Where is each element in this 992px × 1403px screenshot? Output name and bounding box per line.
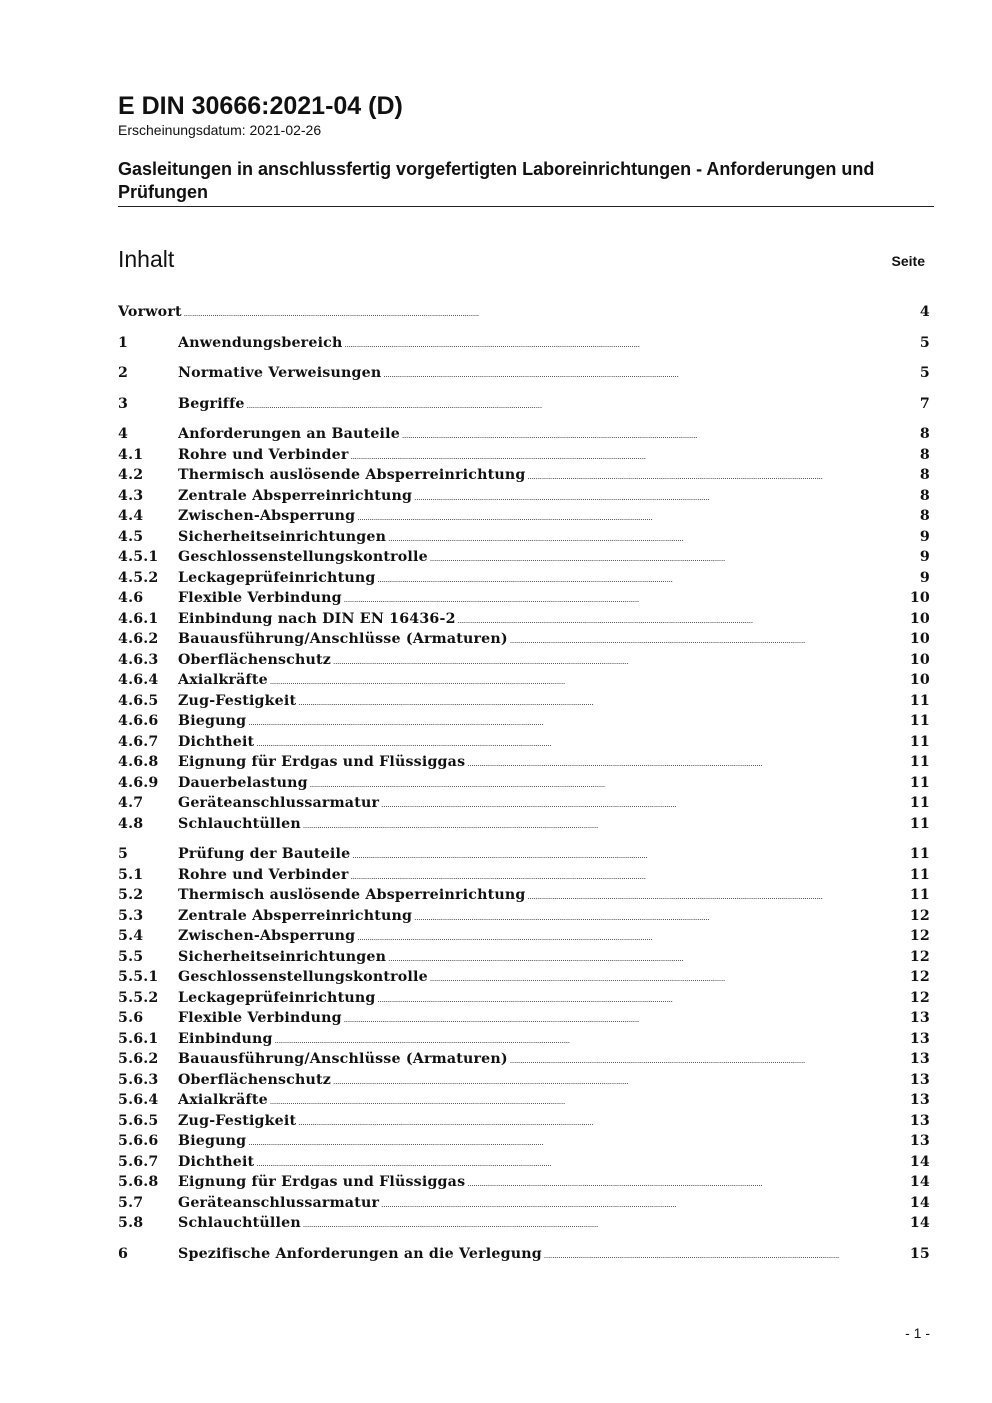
toc-entry-label: Sicherheitseinrichtungen . . . xyxy=(178,527,898,548)
toc-entry-number: 5.2 xyxy=(118,887,144,903)
toc-entry-label: Zug-Festigkeit . . . xyxy=(178,1111,898,1132)
toc-entry-number: 4.6.3 xyxy=(118,651,159,668)
toc-entry-number: 5.6.7 xyxy=(118,1153,159,1170)
toc-entry[interactable] xyxy=(118,711,930,732)
toc-entry-label: Prüfung der Bauteile . . . xyxy=(178,844,898,865)
toc-entry-number: 5.6.1 xyxy=(118,1030,159,1047)
toc-entry-number: 4.6.2 xyxy=(118,631,159,647)
toc-entry-label: Geräteanschlussarmatur . . . xyxy=(178,1193,898,1214)
toc-entry-label: Vorwort . . . xyxy=(118,302,898,323)
toc-page-column-label: Seite xyxy=(891,253,925,269)
toc-entry-number: 4.1 xyxy=(118,446,144,463)
toc-entry-number: 5.3 xyxy=(118,907,144,924)
toc-entry-label: Bauausführung/Anschlüsse (Armaturen) . . . xyxy=(178,629,898,650)
toc-entry-number: 4.5.2 xyxy=(118,569,159,586)
toc-entry-label: Geschlossenstellungskontrolle . . . xyxy=(178,547,898,568)
toc-entry-number: 5.8 xyxy=(118,1215,144,1231)
toc-entry-page: 15 xyxy=(908,1244,930,1265)
toc-entry-number: 4.2 xyxy=(118,467,144,483)
toc-entry-page: 11 xyxy=(908,773,930,794)
title-divider xyxy=(118,206,934,207)
toc-entry-page: 12 xyxy=(908,947,930,968)
toc-entry-page: 12 xyxy=(908,906,930,927)
toc-entry-label: Thermisch auslösende Absperreinrichtung . . . xyxy=(178,885,898,906)
toc-entry-label: Biegung . . . xyxy=(178,1131,898,1152)
toc-entry-page: 11 xyxy=(908,793,930,814)
toc-entry-page: 11 xyxy=(908,732,930,753)
toc-entry-label: Spezifische Anforderungen an die Verlegung . . . xyxy=(178,1244,898,1265)
toc-entry[interactable] xyxy=(118,988,930,1009)
toc-entry[interactable] xyxy=(118,1029,930,1050)
toc-entry[interactable] xyxy=(118,424,930,445)
toc-entry-page: 9 xyxy=(918,527,930,548)
toc-entry-page: 12 xyxy=(908,926,930,947)
toc-entry-label: Flexible Verbindung . . . xyxy=(178,588,898,609)
toc-entry-page: 14 xyxy=(908,1152,930,1173)
toc-entry-page: 11 xyxy=(908,865,930,886)
toc-entry-label: Thermisch auslösende Absperreinrichtung . . . xyxy=(178,465,898,486)
toc-entry-number: 5.6.6 xyxy=(118,1133,159,1149)
toc-entry[interactable] xyxy=(118,465,930,486)
toc-entry-page: 14 xyxy=(908,1213,930,1234)
toc-entry-number: 5.6.5 xyxy=(118,1112,159,1129)
toc-entry-label: Oberflächenschutz . . . xyxy=(178,650,898,671)
toc-entry-number: 4.5.1 xyxy=(118,549,159,565)
toc-entry-page: 13 xyxy=(908,1029,930,1050)
toc-entry-number: 4.4 xyxy=(118,508,144,524)
toc-entry-page: 10 xyxy=(908,670,930,691)
toc-entry-page: 13 xyxy=(908,1008,930,1029)
toc-entry[interactable] xyxy=(118,486,930,507)
toc-entry[interactable] xyxy=(118,773,930,794)
toc-entry-label: Schlauchtüllen . . . xyxy=(178,1213,898,1234)
toc-entry[interactable] xyxy=(118,1172,930,1193)
toc-entry-label: Sicherheitseinrichtungen . . . xyxy=(178,947,898,968)
toc-entry-label: Begriffe . . . xyxy=(178,394,898,415)
toc-entry-label: Leckageprüfeinrichtung . . . xyxy=(178,988,898,1009)
toc-entry[interactable] xyxy=(118,885,930,906)
toc-entry[interactable] xyxy=(118,527,930,548)
toc-entry-number: 4.6.8 xyxy=(118,754,159,770)
toc-entry[interactable] xyxy=(118,1152,930,1173)
toc-entry[interactable] xyxy=(118,967,930,988)
toc-entry[interactable] xyxy=(118,732,930,753)
toc-entry-page: 13 xyxy=(908,1131,930,1152)
toc-entry-number: 5.6.2 xyxy=(118,1051,159,1067)
toc-entry-label: Normative Verweisungen . . . xyxy=(178,363,898,384)
toc-entry-label: Einbindung . . . xyxy=(178,1029,898,1050)
toc-entry-label: Anwendungsbereich . . . xyxy=(178,333,898,354)
toc-entry-number: 6 xyxy=(118,1245,129,1262)
toc-entry-label: Biegung . . . xyxy=(178,711,898,732)
toc-entry-label: Rohre und Verbinder . . . xyxy=(178,865,898,886)
toc-entry[interactable] xyxy=(118,629,930,650)
toc-entry-number: 5 xyxy=(118,846,129,862)
toc-entry-label: Geschlossenstellungskontrolle . . . xyxy=(178,967,898,988)
toc-entry[interactable] xyxy=(118,844,930,865)
toc-entry-number: 3 xyxy=(118,395,129,412)
toc-entry-page: 10 xyxy=(908,588,930,609)
toc-entry-number: 5.1 xyxy=(118,866,144,883)
toc-entry[interactable] xyxy=(118,1244,930,1265)
toc-entry[interactable] xyxy=(118,1193,930,1214)
toc-entry[interactable] xyxy=(118,1070,930,1091)
toc-entry-page: 13 xyxy=(908,1049,930,1070)
toc-entry-page: 13 xyxy=(908,1111,930,1132)
toc-entry-label: Oberflächenschutz . . . xyxy=(178,1070,898,1091)
publication-date: Erscheinungsdatum: 2021-02-26 xyxy=(118,122,322,138)
toc-entry-page: 10 xyxy=(908,609,930,630)
toc-entry[interactable] xyxy=(118,445,930,466)
toc-entry-number: 5.5.1 xyxy=(118,969,159,985)
toc-entry-page: 11 xyxy=(908,691,930,712)
toc-entry-number: 4.8 xyxy=(118,815,144,832)
table-of-contents xyxy=(118,302,930,1264)
document-title: Gasleitungen in anschlussfertig vorgefertigten Laboreinrichtungen - Anforderungen und Prüfungen xyxy=(118,159,875,202)
toc-entry[interactable] xyxy=(118,670,930,691)
toc-entry-page: 13 xyxy=(908,1090,930,1111)
toc-entry-label: Anforderungen an Bauteile . . . xyxy=(178,424,898,445)
toc-entry-label: Dichtheit . . . xyxy=(178,1152,898,1173)
toc-entry-number: 5.6.8 xyxy=(118,1174,159,1190)
toc-entry-number: 4.5 xyxy=(118,528,144,545)
toc-heading: Inhalt xyxy=(118,246,175,272)
toc-entry-page: 8 xyxy=(918,445,930,466)
toc-entry-number: 4.6.9 xyxy=(118,774,159,791)
toc-entry[interactable] xyxy=(118,394,930,415)
toc-entry-page: 11 xyxy=(908,711,930,732)
toc-entry[interactable] xyxy=(118,506,930,527)
toc-entry-page: 12 xyxy=(908,967,930,988)
toc-entry-number: 5.6.3 xyxy=(118,1071,159,1088)
toc-entry-label: Flexible Verbindung . . . xyxy=(178,1008,898,1029)
toc-entry-label: Zug-Festigkeit . . . xyxy=(178,691,898,712)
toc-entry-label: Eignung für Erdgas und Flüssiggas . . . xyxy=(178,752,898,773)
toc-entry-number: 5.7 xyxy=(118,1194,144,1211)
toc-entry[interactable] xyxy=(118,865,930,886)
toc-entry-label: Dichtheit . . . xyxy=(178,732,898,753)
toc-entry-number: 4.3 xyxy=(118,487,144,504)
toc-entry[interactable] xyxy=(118,1090,930,1111)
toc-entry[interactable] xyxy=(118,691,930,712)
toc-entry-page: 11 xyxy=(908,885,930,906)
toc-entry-number: 1 xyxy=(118,334,129,351)
toc-entry-label: Rohre und Verbinder . . . xyxy=(178,445,898,466)
toc-entry[interactable] xyxy=(118,363,930,384)
toc-entry[interactable] xyxy=(118,814,930,835)
toc-entry-page: 14 xyxy=(908,1193,930,1214)
toc-entry[interactable] xyxy=(118,906,930,927)
toc-entry[interactable] xyxy=(118,547,930,568)
toc-entry-number: 4 xyxy=(118,426,129,442)
toc-entry-label: Axialkräfte . . . xyxy=(178,670,898,691)
toc-entry-label: Dauerbelastung . . . xyxy=(178,773,898,794)
toc-entry-number: 4.6.6 xyxy=(118,713,159,729)
toc-entry-number: 5.4 xyxy=(118,928,144,944)
toc-entry-page: 14 xyxy=(908,1172,930,1193)
toc-entry[interactable] xyxy=(118,333,930,354)
toc-entry-page: 9 xyxy=(918,547,930,568)
toc-entry-page: 8 xyxy=(918,506,930,527)
toc-entry-label: Schlauchtüllen . . . xyxy=(178,814,898,835)
toc-entry-page: 8 xyxy=(918,486,930,507)
toc-entry-page: 8 xyxy=(918,465,930,486)
toc-entry-page: 13 xyxy=(908,1070,930,1091)
toc-entry[interactable] xyxy=(118,1213,930,1234)
toc-entry-page: 9 xyxy=(918,568,930,589)
page-number: - 1 - xyxy=(905,1325,930,1341)
toc-entry-page: 7 xyxy=(918,394,930,415)
toc-entry-label: Geräteanschlussarmatur . . . xyxy=(178,793,898,814)
toc-entry-number: 5.6.4 xyxy=(118,1092,159,1108)
toc-entry-number: 5.5 xyxy=(118,948,144,965)
toc-entry-number: 4.6.1 xyxy=(118,610,159,627)
toc-entry-label: Zwischen-Absperrung . . . xyxy=(178,926,898,947)
toc-entry-number: 4.7 xyxy=(118,795,144,811)
toc-entry-page: 4 xyxy=(918,302,930,323)
document-id: E DIN 30666:2021-04 (D) xyxy=(118,92,403,120)
toc-entry[interactable] xyxy=(118,1111,930,1132)
toc-entry[interactable] xyxy=(118,793,930,814)
toc-entry[interactable] xyxy=(118,1008,930,1029)
toc-entry-page: 11 xyxy=(908,814,930,835)
toc-entry-page: 5 xyxy=(918,333,930,354)
toc-entry-label: Zentrale Absperreinrichtung . . . xyxy=(178,486,898,507)
toc-entry[interactable] xyxy=(118,650,930,671)
toc-entry[interactable] xyxy=(118,302,930,323)
toc-entry[interactable] xyxy=(118,752,930,773)
toc-entry-page: 11 xyxy=(908,844,930,865)
toc-entry-page: 5 xyxy=(918,363,930,384)
toc-entry-page: 10 xyxy=(908,650,930,671)
toc-entry-label: Einbindung nach DIN EN 16436-2 . . . xyxy=(178,609,898,630)
toc-entry-label: Leckageprüfeinrichtung . . . xyxy=(178,568,898,589)
toc-entry[interactable] xyxy=(118,1049,930,1070)
toc-entry-label: Axialkräfte . . . xyxy=(178,1090,898,1111)
toc-entry[interactable] xyxy=(118,609,930,630)
toc-entry-page: 10 xyxy=(908,629,930,650)
toc-entry-label: Bauausführung/Anschlüsse (Armaturen) . . . xyxy=(178,1049,898,1070)
toc-entry-number: 2 xyxy=(118,365,129,381)
toc-entry-number: 5.5.2 xyxy=(118,989,159,1006)
toc-entry[interactable] xyxy=(118,568,930,589)
toc-entry-label: Eignung für Erdgas und Flüssiggas . . . xyxy=(178,1172,898,1193)
toc-entry-label: Zwischen-Absperrung . . . xyxy=(178,506,898,527)
toc-entry-number: 4.6 xyxy=(118,590,144,606)
toc-entry[interactable] xyxy=(118,926,930,947)
toc-entry[interactable] xyxy=(118,947,930,968)
toc-entry-number: 5.6 xyxy=(118,1010,144,1026)
toc-entry-page: 12 xyxy=(908,988,930,1009)
toc-entry-number: 4.6.7 xyxy=(118,733,159,750)
toc-entry[interactable] xyxy=(118,1131,930,1152)
toc-entry-label: Zentrale Absperreinrichtung . . . xyxy=(178,906,898,927)
toc-entry[interactable] xyxy=(118,588,930,609)
toc-entry-number: 4.6.5 xyxy=(118,692,159,709)
toc-entry-page: 11 xyxy=(908,752,930,773)
toc-entry-number: 4.6.4 xyxy=(118,672,159,688)
toc-entry-page: 8 xyxy=(918,424,930,445)
